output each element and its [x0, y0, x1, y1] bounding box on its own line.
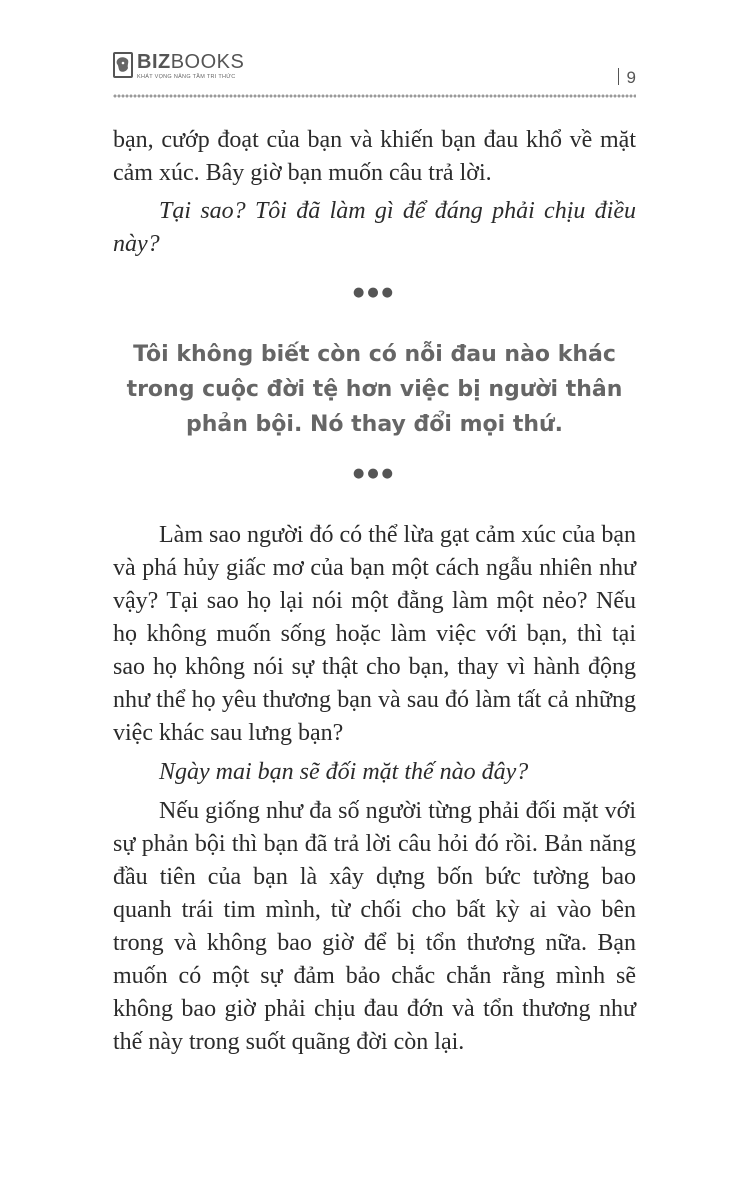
section-separator-2: ●●● [352, 466, 397, 481]
paragraph-2: Làm sao người đó có thể lừa gạt cảm xúc của bạn và phá hủy giấc mơ của bạn một cách ngẫu nhiên như vậy? Tại sao họ lại nói một đằng làm một nẻo? Nếu họ không muốn sống hoặc làm việc với bạn, thì tại sao họ không nói sự thật cho bạn, thay vì hành động như thể họ yêu thương bạn và sau đó làm tất cả những việc khác sau lưng bạn? [113, 522, 636, 746]
pull-quote: Tôi không biết còn có nỗi đau nào khác trong cuộc đời tệ hơn việc bị người thân phản bội. Nó thay đổi mọi thứ. [126, 342, 623, 437]
page-body [113, 124, 636, 1059]
lion-emblem-icon [113, 52, 133, 78]
page-header [113, 52, 636, 102]
italic-question-2: Ngày mai bạn sẽ đối mặt thế nào đây? [159, 759, 529, 785]
section-separator-1: ●●● [352, 285, 397, 300]
brand-tagline: KHÁT VỌNG NÂNG TẦM TRI THỨC [137, 74, 236, 80]
paragraph-3: Nếu giống như đa số người từng phải đối mặt với sự phản bội thì bạn đã trả lời câu hỏi đó rồi. Bản năng đầu tiên của bạn là xây dựng bốn bức tường bao quanh trái tim mình, từ chối cho bất kỳ ai vào bên trong và không bao giờ để bị tổn thương nữa. Bạn muốn có một sự đảm bảo chắc chắn rằng mình sẽ không bao giờ phải chịu đau đớn và tổn thương như thế này trong suốt quãng đời còn lại. [113, 798, 636, 1055]
header-divider [113, 93, 636, 99]
paragraph-1: bạn, cướp đoạt của bạn và khiến bạn đau khổ về mặt cảm xúc. Bây giờ bạn muốn câu trả lời. [113, 127, 636, 186]
italic-question-1: Tại sao? Tôi đã làm gì để đáng phải chịu điều này? [113, 198, 636, 257]
brand-name: BIZBOOKS [137, 51, 245, 73]
page-number: 9 [618, 68, 636, 88]
publisher-logo [113, 52, 244, 88]
